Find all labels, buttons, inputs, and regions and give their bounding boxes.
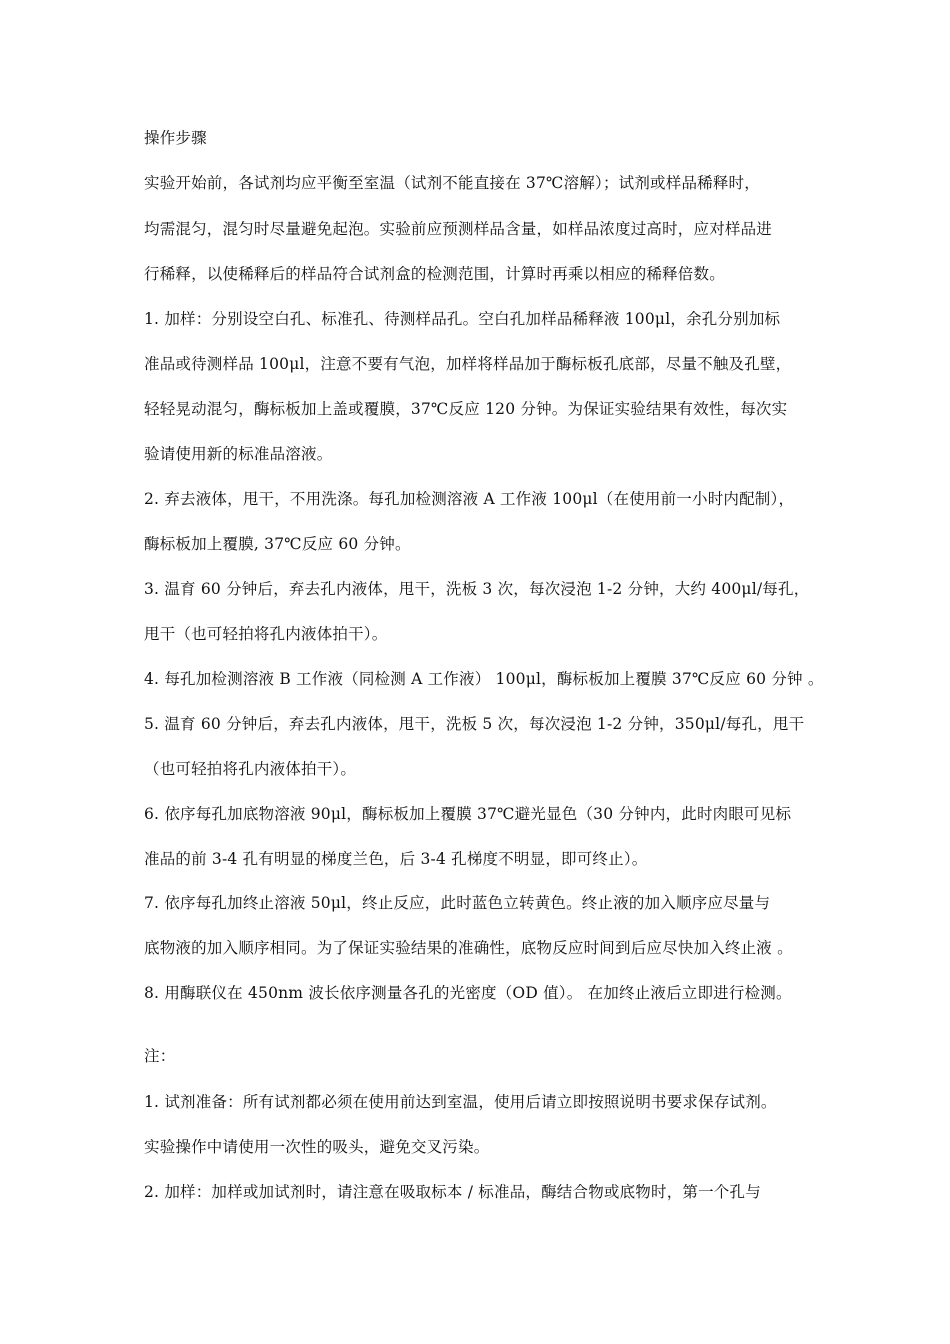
intro-line: 行稀释，以使稀释后的样品符合试剂盒的检测范围，计算时再乘以相应的稀释倍数。 <box>144 265 725 283</box>
step-line: 6. 依序每孔加底物溶液 90μl，酶标板加上覆膜 37℃避光显色（30 分钟内，此时肉眼可见标 <box>144 805 792 823</box>
step-line: 5. 温育 60 分钟后，弃去孔内液体，甩干，洗板 5 次，每次浸泡 1-2 分钟，350μl/每孔，甩干 <box>144 715 805 733</box>
step-line: 酶标板加上覆膜, 37℃反应 60 分钟。 <box>144 535 411 553</box>
step-line: 验请使用新的标准品溶液。 <box>144 445 333 463</box>
step-line: 轻轻晃动混匀，酶标板加上盖或覆膜，37℃反应 120 分钟。为保证实验结果有效性，每次实 <box>144 400 788 418</box>
note-line: 1. 试剂准备：所有试剂都必须在使用前达到室温，使用后请立即按照说明书要求保存试剂。 <box>144 1093 777 1111</box>
step-line: 8. 用酶联仪在 450nm 波长依序测量各孔的光密度（OD 值）。 在加终止液后立即进行检测。 <box>144 984 792 1002</box>
step-line: 底物液的加入顺序相同。为了保证实验结果的准确性，底物反应时间到后应尽快加入终止液 。 <box>144 939 793 957</box>
step-line: 3. 温育 60 分钟后，弃去孔内液体，甩干，洗板 3 次，每次浸泡 1-2 分钟，大约 400μl/每孔， <box>144 580 810 598</box>
step-line: 2. 弃去液体，甩干，不用洗涤。每孔加检测溶液 A 工作液 100μl（在使用前一小时内配制）， <box>144 490 795 508</box>
step-line: 甩干（也可轻拍将孔内液体拍干）。 <box>144 625 388 643</box>
intro-line: 均需混匀，混匀时尽量避免起泡。实验前应预测样品含量，如样品浓度过高时，应对样品进 <box>144 220 773 238</box>
step-line: 准品或待测样品 100μl，注意不要有气泡，加样将样品加于酶标板孔底部，尽量不触及孔壁， <box>144 355 792 373</box>
note-line: 实验操作中请使用一次性的吸头，避免交叉污染。 <box>144 1138 490 1156</box>
note-line: 2. 加样：加样或加试剂时，请注意在吸取标本 / 标准品，酶结合物或底物时，第一个孔与 <box>144 1183 761 1201</box>
step-line: 准品的前 3-4 孔有明显的梯度兰色，后 3-4 孔梯度不明显，即可终止）。 <box>144 850 648 868</box>
step-line: （也可轻拍将孔内液体拍干）。 <box>144 760 357 778</box>
intro-line: 实验开始前，各试剂均应平衡至室温（试剂不能直接在 37℃溶解）；试剂或样品稀释时， <box>144 174 760 192</box>
step-line: 1. 加样：分别设空白孔、标准孔、待测样品孔。空白孔加样品稀释液 100μl，余孔分别加标 <box>144 310 781 328</box>
step-line: 4. 每孔加检测溶液 B 工作液（同检测 A 工作液） 100μl，酶标板加上覆膜 37℃反应 60 分钟 。 <box>144 670 824 688</box>
note-heading: 注： <box>144 1047 176 1065</box>
step-line: 7. 依序每孔加终止溶液 50μl，终止反应，此时蓝色立转黄色。终止液的加入顺序应尽量与 <box>144 894 771 912</box>
section-title: 操作步骤 <box>144 129 207 147</box>
